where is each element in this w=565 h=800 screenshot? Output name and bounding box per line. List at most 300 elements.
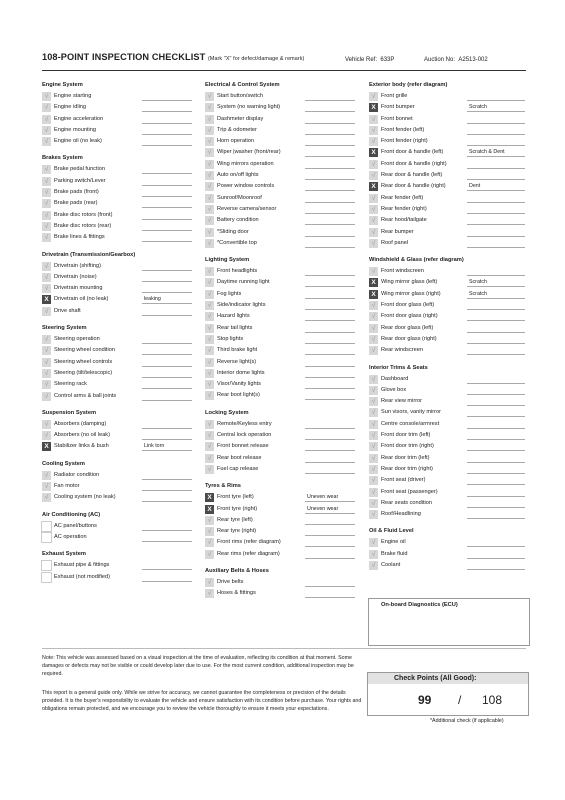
checkmark-icon[interactable]: √ [205, 578, 214, 587]
checklist-row [205, 204, 357, 215]
item-label: Rear fender (right) [381, 205, 427, 212]
item-label: Front fender (left) [381, 126, 425, 133]
remark-line [142, 230, 192, 231]
checkmark-icon[interactable]: √ [42, 307, 51, 316]
checklist-row [369, 125, 527, 136]
checkmark-icon[interactable]: √ [205, 335, 214, 344]
item-label: Exhaust pipe & fittings [54, 562, 110, 569]
checklist-row [369, 441, 527, 452]
defect-mark-icon[interactable]: X [205, 505, 214, 514]
checklist-row [42, 560, 194, 571]
checkmark-icon[interactable]: √ [42, 335, 51, 344]
section-title: Steering System [42, 325, 87, 332]
remark-line [305, 343, 355, 344]
checkmark-icon[interactable]: √ [42, 103, 51, 112]
remark-line [142, 292, 192, 293]
item-label: Fuel cap release [217, 465, 259, 472]
item-label: Wing mirrors operation [217, 160, 274, 167]
checklist-row [369, 537, 527, 548]
checkmark-icon[interactable]: √ [42, 165, 51, 174]
checkpoints-separator: / [458, 693, 462, 707]
item-label: Front tyre (right) [217, 505, 258, 512]
item-label: Drivetrain (shifting) [54, 262, 101, 269]
checklist-row [369, 204, 527, 215]
checkmark-icon[interactable]: √ [205, 92, 214, 101]
checkmark-icon[interactable]: √ [369, 267, 378, 276]
checkmark-icon[interactable]: √ [369, 476, 378, 485]
checkmark-icon[interactable]: √ [205, 324, 214, 333]
checkmark-icon[interactable]: √ [369, 431, 378, 440]
checkmark-icon[interactable]: √ [205, 228, 214, 237]
checkmark-icon[interactable]: √ [42, 273, 51, 282]
checklist-row [369, 91, 527, 102]
remark-line [467, 100, 525, 101]
remark-line [142, 315, 192, 316]
item-label: Reverse light(s) [217, 358, 257, 365]
checkmark-icon[interactable]: √ [369, 194, 378, 203]
item-label: Engine mounting [54, 126, 96, 133]
checkmark-icon[interactable]: √ [205, 290, 214, 299]
checkmark-icon[interactable]: √ [369, 538, 378, 547]
remark-line [305, 213, 355, 214]
checklist-row [369, 385, 527, 396]
checklist-row [369, 323, 527, 334]
checklist-row [369, 170, 527, 181]
checkmark-icon[interactable]: √ [42, 262, 51, 271]
item-label: Rear tyre (left) [217, 516, 253, 523]
checkmark-icon[interactable]: √ [42, 346, 51, 355]
item-label: Front bonnet release [217, 443, 269, 450]
checkmark-icon[interactable]: √ [42, 431, 51, 440]
checkmark-icon[interactable]: √ [369, 228, 378, 237]
checklist-row [205, 537, 357, 548]
checkmark-icon[interactable]: √ [205, 301, 214, 310]
remark-line [142, 501, 192, 502]
checkmark-icon[interactable]: √ [42, 369, 51, 378]
defect-mark-icon[interactable]: X [42, 442, 51, 451]
checkmark-icon[interactable]: √ [369, 239, 378, 248]
checklist-row [205, 238, 357, 249]
checkmark-icon[interactable]: √ [205, 550, 214, 559]
defect-mark-icon[interactable]: X [205, 493, 214, 502]
checkmark-icon[interactable]: √ [369, 205, 378, 214]
remark-line [305, 286, 355, 287]
item-label: Rear seats condition [381, 499, 432, 506]
item-label: Rear boot release [217, 454, 262, 461]
checkmark-icon[interactable]: √ [205, 516, 214, 525]
checkmark-icon[interactable]: √ [369, 488, 378, 497]
checkmark-icon[interactable]: √ [369, 160, 378, 169]
checklist-row [205, 170, 357, 181]
item-label: Engine oil [381, 539, 406, 546]
item-label: Brake pedal function [54, 166, 105, 173]
checkmark-icon[interactable]: √ [205, 346, 214, 355]
remark-line [142, 100, 192, 101]
checklist-row [369, 549, 527, 560]
item-label: Steering wheel condition [54, 347, 115, 354]
empty-checkbox[interactable] [42, 561, 51, 570]
checkmark-icon[interactable]: √ [42, 92, 51, 101]
checkmark-icon[interactable]: √ [205, 312, 214, 321]
checklist-row [205, 492, 357, 503]
checkmark-icon[interactable]: √ [42, 115, 51, 124]
item-label: Rear boot light(s) [217, 392, 260, 399]
remark-line [467, 247, 525, 248]
checklist-row [42, 125, 194, 136]
remark-line [467, 134, 525, 135]
checklist-row [205, 102, 357, 113]
checklist-row [42, 176, 194, 187]
item-remark: Scratch [469, 290, 487, 297]
checkmark-icon[interactable]: √ [369, 312, 378, 321]
checkmark-icon[interactable]: √ [369, 126, 378, 135]
item-label: Remote/Keyless entry [217, 420, 272, 427]
item-label: Brake disc rotors (front) [54, 211, 113, 218]
defect-mark-icon[interactable]: X [369, 148, 378, 157]
checkmark-icon[interactable]: √ [42, 420, 51, 429]
checkmark-icon[interactable]: √ [42, 358, 51, 367]
checkmark-icon[interactable]: √ [205, 589, 214, 598]
checkmark-icon[interactable]: √ [369, 115, 378, 124]
checkmark-icon[interactable]: √ [205, 267, 214, 276]
checklist-row [205, 464, 357, 475]
checklist-row [369, 509, 527, 520]
checkmark-icon[interactable]: √ [205, 538, 214, 547]
checkmark-icon[interactable]: √ [205, 380, 214, 389]
empty-checkbox[interactable] [42, 522, 51, 531]
item-label: Rear door glass (right) [381, 335, 437, 342]
checklist-row [369, 560, 527, 571]
item-label: *Convertible top [217, 239, 257, 246]
item-label: Side/indicator lights [217, 302, 266, 309]
item-label: Rear hood/tailgate [381, 217, 427, 224]
item-label: Reverse camera/sensor [217, 205, 277, 212]
checklist-row [42, 102, 194, 113]
checklist-row [369, 374, 527, 385]
checklist-row [42, 221, 194, 232]
remark-line [305, 190, 355, 191]
checkmark-icon[interactable]: √ [369, 171, 378, 180]
checkmark-icon[interactable]: √ [205, 527, 214, 536]
item-label: Roof/Headlining [381, 511, 421, 518]
checklist-column-1 [42, 80, 194, 583]
item-label: Rear windscreen [381, 347, 423, 354]
item-label: Front bumper [381, 104, 415, 111]
checkmark-icon[interactable]: √ [205, 465, 214, 474]
remark-line [305, 354, 355, 355]
checkmark-icon[interactable]: √ [205, 103, 214, 112]
remark-line [142, 428, 192, 429]
checkmark-icon[interactable]: √ [369, 550, 378, 559]
item-label: Rear tyre (right) [217, 528, 257, 535]
checkmark-icon[interactable]: √ [42, 188, 51, 197]
checkmark-icon[interactable]: √ [205, 182, 214, 191]
checklist-row [205, 289, 357, 300]
item-label: System (no warning light) [217, 104, 281, 111]
checkmark-icon[interactable]: √ [369, 137, 378, 146]
remark-line [467, 383, 525, 384]
checklist-row [205, 136, 357, 147]
checklist-row [42, 272, 194, 283]
remark-line [305, 332, 355, 333]
remark-line [142, 479, 192, 480]
checklist-row [205, 577, 357, 588]
defect-mark-icon[interactable]: X [42, 295, 51, 304]
empty-checkbox[interactable] [42, 573, 51, 582]
checkmark-icon[interactable]: √ [42, 493, 51, 502]
checklist-row [42, 232, 194, 243]
checklist-row [369, 227, 527, 238]
remark-line [467, 332, 525, 333]
note-visual-inspection: Note: This vehicle was assessed based on a visual inspection at the time of evaluation, reflecting its condition at that moment. Some damages or defects may not be visible or could develop later due to use. For the most current condition, additional inspection may be required. [42, 655, 354, 678]
checklist-row [369, 498, 527, 509]
checkmark-icon[interactable]: √ [42, 482, 51, 491]
empty-checkbox[interactable] [42, 533, 51, 542]
checklist-row [205, 379, 357, 390]
item-label: Steering rack [54, 381, 87, 388]
checkmark-icon[interactable]: √ [42, 471, 51, 480]
checkmark-icon[interactable]: √ [42, 222, 51, 231]
checkmark-icon[interactable]: √ [205, 205, 214, 214]
item-label: Rear door & handle (right) [381, 183, 446, 190]
item-remark: Uneven wear [307, 505, 339, 512]
remark-line [305, 320, 355, 321]
item-label: Roof panel [381, 239, 409, 246]
item-remark: leaking [144, 296, 161, 303]
vehicle-ref: Vehicle Ref: 633P [345, 57, 395, 63]
checklist-column-3 [369, 80, 527, 571]
checklist-row [369, 181, 527, 192]
item-label: Centre console/armrest [381, 420, 440, 427]
checkmark-icon[interactable]: √ [369, 454, 378, 463]
remark-line [305, 546, 355, 547]
item-label: Visor/Vanity lights [217, 381, 261, 388]
additional-check-note: *Additional check (if applicable) [430, 718, 504, 724]
item-remark: Link torn [144, 443, 165, 450]
checkmark-icon[interactable]: √ [205, 391, 214, 400]
checkmark-icon[interactable]: √ [369, 442, 378, 451]
checklist-row [205, 181, 357, 192]
item-label: Coolant [381, 561, 401, 568]
item-label: Radiator condition [54, 471, 100, 478]
checkmark-icon[interactable]: √ [205, 369, 214, 378]
checklist-row [369, 300, 527, 311]
checklist-row [42, 198, 194, 209]
item-label: Front grille [381, 93, 408, 99]
item-label: AC panel/buttons [54, 522, 97, 529]
item-label: Start button/switch [217, 93, 264, 99]
remark-line [305, 586, 355, 587]
remark-line [467, 320, 525, 321]
ecu-panel [368, 598, 530, 646]
remark-line [142, 388, 192, 389]
remark-line [467, 168, 525, 169]
item-label: Parking switch/Lever [54, 177, 106, 184]
checklist-row [205, 147, 357, 158]
section-title: Cooling System [42, 460, 85, 467]
remark-line [305, 399, 355, 400]
checkmark-icon[interactable]: √ [369, 301, 378, 310]
section-title: Suspension System [42, 409, 97, 416]
checkmark-icon[interactable]: √ [369, 561, 378, 570]
remark-line [142, 185, 192, 186]
checkmark-icon[interactable]: √ [205, 454, 214, 463]
checklist-row [42, 391, 194, 402]
item-label: Front door trim (right) [381, 443, 434, 450]
item-label: Wing mirror glass (right) [381, 290, 441, 297]
defect-mark-icon[interactable]: X [369, 182, 378, 191]
checkmark-icon[interactable]: √ [369, 324, 378, 333]
checkmark-icon[interactable]: √ [42, 137, 51, 146]
checkmark-icon[interactable]: √ [42, 233, 51, 242]
checkmark-icon[interactable]: √ [205, 216, 214, 225]
checklist-row [369, 147, 527, 158]
checkmark-icon[interactable]: √ [205, 239, 214, 248]
remark-line [305, 309, 355, 310]
remark-line [467, 450, 525, 451]
checkmark-icon[interactable]: √ [42, 284, 51, 293]
checkmark-icon[interactable]: √ [205, 194, 214, 203]
checklist-row [369, 193, 527, 204]
item-label: Front seat (driver) [381, 477, 426, 484]
checkmark-icon[interactable]: √ [205, 420, 214, 429]
checkmark-icon[interactable]: √ [42, 211, 51, 220]
remark-line [142, 145, 192, 146]
checkmark-icon[interactable]: √ [369, 335, 378, 344]
checkmark-icon[interactable]: √ [369, 216, 378, 225]
auction-no: Auction No: A2513-002 [424, 57, 488, 63]
checkmark-icon[interactable]: √ [369, 510, 378, 519]
remark-line [305, 473, 355, 474]
checklist-row [205, 515, 357, 526]
item-label: Stop lights [217, 335, 244, 342]
item-label: Wiper |washer (front/rear) [217, 149, 281, 156]
checkmark-icon[interactable]: √ [369, 386, 378, 395]
remark-line [467, 484, 525, 485]
remark-line [305, 366, 355, 367]
checkmark-icon[interactable]: √ [205, 358, 214, 367]
checkmark-icon[interactable]: √ [205, 115, 214, 124]
checkmark-icon[interactable]: √ [205, 431, 214, 440]
item-label: Sun visors, vanity mirror [381, 409, 441, 416]
checkmark-icon[interactable]: √ [42, 392, 51, 401]
item-label: Drivetrain (noise) [54, 273, 97, 280]
checklist-row [205, 159, 357, 170]
checkmark-icon[interactable]: √ [205, 278, 214, 287]
section-title: Tyres & Rims [205, 483, 241, 490]
checkpoints-title: Check Points (All Good): [368, 673, 528, 684]
checklist-row [42, 283, 194, 294]
item-remark: Scratch [469, 279, 487, 286]
checklist-row [369, 345, 527, 356]
remark-line [467, 394, 525, 395]
defect-mark-icon[interactable]: X [369, 103, 378, 112]
item-label: Rear door trim (left) [381, 454, 430, 461]
checkmark-icon[interactable]: √ [369, 408, 378, 417]
checkmark-icon[interactable]: √ [369, 346, 378, 355]
checkmark-icon[interactable]: √ [369, 397, 378, 406]
checkmark-icon[interactable]: √ [42, 126, 51, 135]
checkmark-icon[interactable]: √ [205, 126, 214, 135]
remark-line [305, 134, 355, 135]
checkmark-icon[interactable]: √ [205, 442, 214, 451]
item-label: Rear door & handle (left) [381, 172, 443, 179]
remark-line [305, 100, 355, 101]
checklist-row [369, 238, 527, 249]
checkmark-icon[interactable]: √ [369, 92, 378, 101]
item-label: Rear rims (refer diagram) [217, 550, 280, 557]
remark-line [305, 247, 355, 248]
item-label: Rear door glass (left) [381, 324, 434, 331]
checklist-row [42, 136, 194, 147]
checklist-row [369, 215, 527, 226]
remark-line [305, 388, 355, 389]
checkmark-icon[interactable]: √ [205, 160, 214, 169]
remark-line [305, 168, 355, 169]
checklist-row [42, 379, 194, 390]
checklist-row [205, 390, 357, 401]
remark-line [467, 309, 525, 310]
item-remark: Scratch [469, 104, 487, 111]
remark-line [467, 473, 525, 474]
checkmark-icon[interactable]: √ [369, 375, 378, 384]
section-title: Oil & Fluid Level [369, 528, 414, 535]
checklist-row [205, 311, 357, 322]
checkmark-icon[interactable]: √ [205, 137, 214, 146]
item-label: Interior dome lights [217, 369, 265, 376]
checkmark-icon[interactable]: √ [42, 177, 51, 186]
item-label: Engine starting [54, 93, 92, 99]
checklist-row [369, 159, 527, 170]
item-label: Absorbers (damping) [54, 420, 107, 427]
remark-line [142, 354, 192, 355]
checklist-row [369, 453, 527, 464]
item-label: Front door glass (left) [381, 302, 435, 309]
remark-line [467, 224, 525, 225]
remark-line [467, 569, 525, 570]
remark-line [142, 490, 192, 491]
checkmark-icon[interactable]: √ [42, 199, 51, 208]
section-title: Engine System [42, 82, 83, 88]
checklist-row [42, 164, 194, 175]
checklist-row [42, 210, 194, 221]
defect-mark-icon[interactable]: X [369, 278, 378, 287]
remark-line [305, 462, 355, 463]
checklist-row [369, 311, 527, 322]
checklist-row [369, 407, 527, 418]
checkmark-icon[interactable]: √ [369, 465, 378, 474]
checklist-row [369, 430, 527, 441]
checkmark-icon[interactable]: √ [205, 148, 214, 157]
defect-mark-icon[interactable]: X [369, 290, 378, 299]
item-label: Control arms & ball joints [54, 392, 117, 399]
checkmark-icon[interactable]: √ [42, 380, 51, 389]
checklist-row [369, 475, 527, 486]
remark-line [467, 236, 525, 237]
remark-line [467, 405, 525, 406]
checklist-row [205, 430, 357, 441]
item-label: AC operation [54, 533, 87, 540]
item-label: Stabilizer links & bush [54, 443, 109, 450]
item-label: Steering (tilt/telescopic) [54, 369, 113, 376]
item-label: Cooling system (no leak) [54, 494, 116, 501]
checkmark-icon[interactable]: √ [369, 420, 378, 429]
checklist-row [205, 193, 357, 204]
item-label: Front door glass (right) [381, 313, 438, 320]
checkmark-icon[interactable]: √ [369, 499, 378, 508]
checkmark-icon[interactable]: √ [205, 171, 214, 180]
remark-line [142, 134, 192, 135]
